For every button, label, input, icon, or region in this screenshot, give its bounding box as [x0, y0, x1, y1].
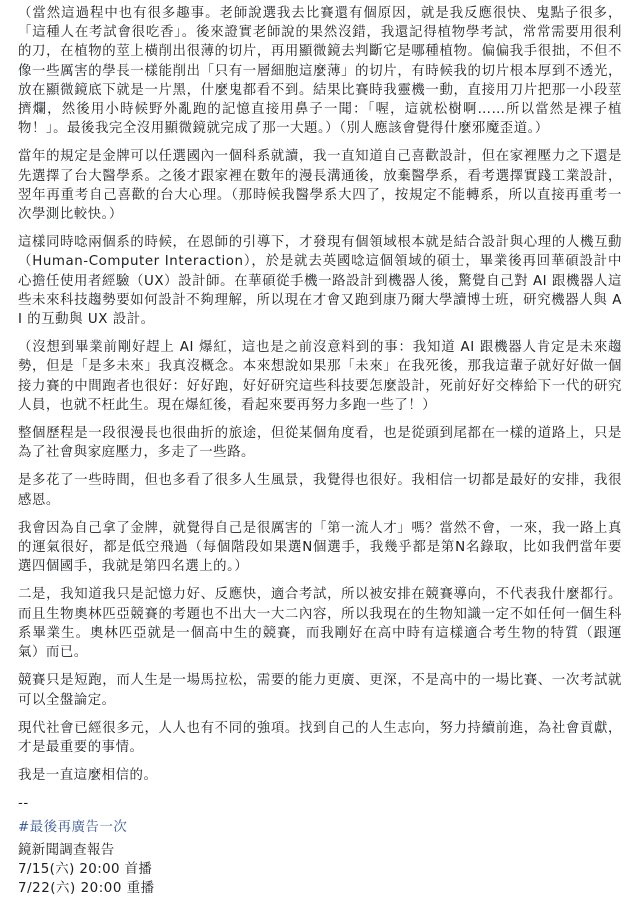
paragraph-7: 我會因為自己拿了金牌，就覺得自己是很厲害的「第一流人才」嗎？當然不會，一來，我一路上真的運氣很好，都是低空飛過（每個階段如果選N個選手，我幾乎都是第N名錄取，比如我們當年要選四個國手，我就是第四名選上的。）	[18, 520, 622, 575]
footer-title: 鏡新聞調查報告	[18, 842, 115, 858]
post-body	[18, 4, 622, 897]
paragraph-1: （當然這過程中也有很多趣事。老師說選我去比賽還有個原因，就是我反應很快、鬼點子很多，「這種人在考試會很吃香」。後來證實老師說的果然沒錯，我還記得植物學考試，常常需要用很利的刀，在植物的莖上橫削出很薄的切片，再用顯微鏡去判斷它是哪種植物。偏偏我手很拙，不但不像一些厲害的學長一樣能削出「只有一層細胞這麼薄」的切片，有時候我的切片根本厚到不透光，放在顯微鏡底下就是一片黑，什麼鬼都看不到。結果比賽時我靈機一動，直接用刀片把那一小段莖擠爛，然後用小時候野外亂跑的記憶直接用鼻子一聞：「喔，這就松樹啊……所以當然是裸子植物！」。最後我完全沒用顯微鏡就完成了那一大題。）（別人應該會覺得什麼邪魔歪道。）	[18, 6, 622, 137]
paragraph-3: 這樣同時唸兩個系的時候，在恩師的引導下，才發現有個領域根本就是結合設計與心理的人機互動（Human-Computer Interaction），於是就去英國唸這個領域的碩士，畢業後再回華碩設計中心擔任使用者經驗（UX）設計師。在華碩從手機一路設計到機器人後，驚覺自己對 AI 跟機器人這些未來科技趨勢要如何設計不夠理解，所以現在才會又跑到康乃爾大學讀博士班，研究機器人與 AI 的互動與 UX 設計。	[18, 235, 622, 328]
footer-schedule: 7/15(六) 20:00 首播	[18, 861, 153, 877]
paragraph-4: （沒想到畢業前剛好趕上 AI 爆紅，這也是之前沒意料到的事：我知道 AI 跟機器人肯定是未來趨勢，但是「是多未來」我真沒概念。本來想說如果那「未來」在我死後，那我這輩子就好好做一個接力賽的中間跑者也很好：好好跑，好好研究這些科技要怎麼設計，死前好好交棒給下一代的研究人員，也就不枉此生。現在爆紅後，看起來要再努力多跑一些了！）	[18, 340, 622, 413]
divider: --	[18, 796, 29, 812]
paragraph-11: 我是一直這麼相信的。	[18, 768, 158, 784]
paragraph-9: 競賽只是短跑，而人生是一場馬拉松，需要的能力更廣、更深，不是高中的一場比賽、一次考試就可以全盤論定。	[18, 673, 622, 708]
hashtag-link[interactable]: #最後再廣告一次	[18, 819, 128, 835]
paragraph-2: 當年的規定是金牌可以任選國內一個科系就讀，我一直知道自己喜歡設計，但在家裡壓力之下還是先選擇了台大醫學系。之後才跟家裡在數年的漫長溝通後，放棄醫學系，看考選擇實踐工業設計，翌年再重考自己喜歡的台大心理。（那時候我醫學系大四了，按規定不能轉系，所以直接再重考一次學測比較快。）	[18, 149, 622, 223]
paragraph-6: 是多花了一些時間，但也多看了很多人生風景，我覺得也很好。我相信一切都是最好的安排，我很感恩。	[18, 473, 622, 508]
footer-cutoff-line: 7/22(六) 20:00 重播	[18, 881, 155, 897]
paragraph-10: 現代社會已經很多元，人人也有不同的強項。找到自己的人生志向，努力持續前進，為社會貢獻，才是最重要的事情。	[18, 720, 622, 755]
paragraph-8: 二是，我知道我只是記憶力好、反應快，適合考試，所以被安排在競賽導向，不代表我什麼都行。而且生物奧林匹亞競賽的考題也不出大一大二內容，所以我現在的生物知識一定不如任何一個生科系畢業生。奧林匹亞就是一個高中生的競賽，而我剛好在高中時有這樣適合考生物的特質（跟運氣）而已。	[18, 587, 622, 661]
paragraph-5: 整個歷程是一段很漫長也很曲折的旅途，但從某個角度看，也是從頭到尾都在一樣的道路上，只是為了社會與家庭壓力，多走了一些路。	[18, 426, 622, 461]
